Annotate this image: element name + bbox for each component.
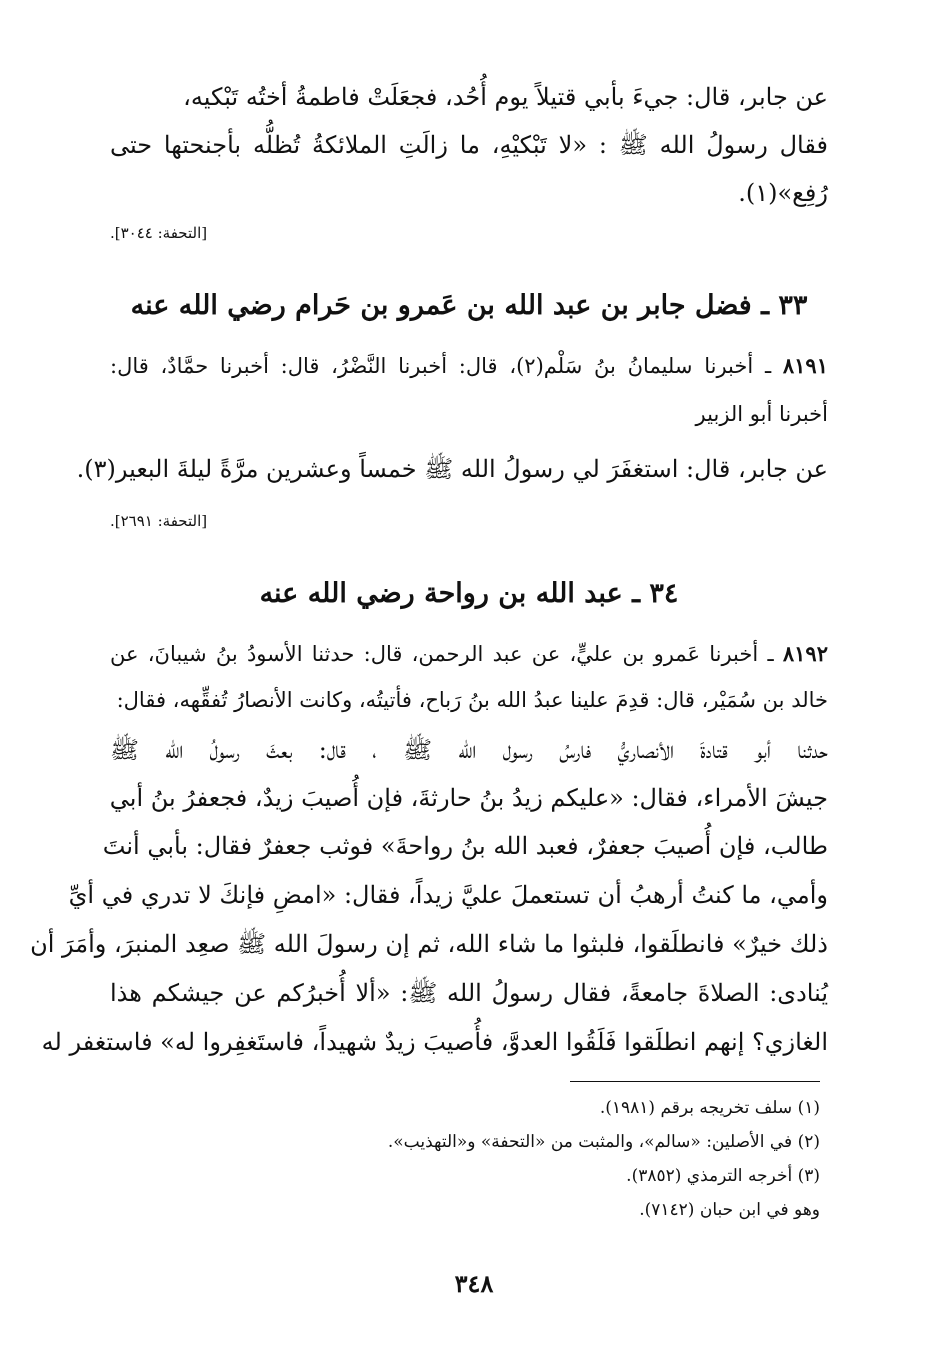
hadith-8192-matn-line: وأمي، ما كنتُ أرهبُ أن تستعملَ عليَّ زيداً، فقال: «امضِ فإنكَ لا تدري في أيِّ <box>68 881 828 909</box>
hadith-8191-line-2: أخبرنا أبو الزبير <box>695 402 828 426</box>
footnote-2: (٢) في الأصلين: «سالم»، والمثبت من «التحفة» و«التهذيب». <box>387 1132 820 1152</box>
footnote-1: (١) سلف تخريجه برقم (١٩٨١). <box>599 1098 820 1118</box>
hadith-8192-matn-line: يُنادى: الصلاةَ جامعةً، فقال رسولُ الله ﷺ: «ألا أُخبرُكم عن جيشكم هذا <box>110 979 828 1007</box>
chapter-heading-34: ٣٤ ـ عبد الله بن رواحة رضي الله عنه <box>259 578 679 609</box>
page-number: ٣٤٨ <box>454 1269 494 1298</box>
hadith-number: ٨١٩١ <box>782 353 828 378</box>
hadith-8191-matn: عن جابر، قال: استغفَرَ لي رسولُ الله ﷺ خمساً وعشرين مرَّةً ليلةَ البعير(٣). <box>76 455 828 483</box>
isnad-text: ـ أخبرنا عَمرو بن عليٍّ، عن عبد الرحمن، قال: حدثنا الأسودُ بنُ شيبانَ، عن <box>110 642 774 666</box>
footnote-separator <box>570 1081 820 1082</box>
hadith-8191-line-1 <box>110 349 828 383</box>
isnad-text: ـ أخبرنا سليمانُ بنُ سَلْم(٢)، قال: أخبرنا النَّضْرُ، قال: أخبرنا حمَّادٌ، قال: <box>110 354 772 378</box>
tuhfa-reference: [التحفة: ٣٠٤٤]. <box>110 224 208 242</box>
paragraph-line: عن جابر، قال: جيءَ بأبي قتيلاً يوم أُحُد، فجعَلَتْ فاطمةُ أختُه تَبْكيه، <box>183 83 828 111</box>
paragraph-line: رُفِع»(١). <box>738 179 828 207</box>
hadith-8192-line-2: خالد بن سُمَيْر، قال: قدِمَ علينا عبدُ الله بنُ رَباح، فأتيتُه، وكانت الأنصارُ تُفقِّهه، فقال: <box>116 688 828 712</box>
chapter-heading-33: ٣٣ ـ فضل جابر بن عبد الله بن عَمرو بن حَرام رضي الله عنه <box>130 290 808 321</box>
footnote-3-continued: وهو في ابن حبان (٧١٤٢). <box>639 1200 820 1220</box>
footnote-3: (٣) أخرجه الترمذي (٣٨٥٢). <box>626 1166 820 1186</box>
tuhfa-reference: [التحفة: ٢٦٩١]. <box>110 512 208 530</box>
hadith-8192-matn-line: ذلك خيرٌ» فانطلَقوا، فلبثوا ما شاء الله، ثم إن رسولَ الله ﷺ صعِد المنبرَ، وأمَرَ أن <box>30 930 828 958</box>
hadith-number: ٨١٩٢ <box>782 641 828 666</box>
hadith-8192-matn-line: جيشَ الأمراء، فقال: «عليكم زيدُ بنُ حارثةَ، فإن أُصيبَ زيدٌ، فجعفرُ بنُ أبي <box>109 784 828 812</box>
hadith-8192-matn-line: الغازي؟ إنهم انطلَقوا فَلَقُوا العدوَّ، فأُصيبَ زيدٌ شهيداً، فاستَغفِروا له» فاستغفر له <box>41 1028 828 1056</box>
hadith-8192-matn-line: حدثنا أبو قتادةَ الأنصاريُّ فارسُ رسول الله ﷺ ، قال: بعثَ رسولُ الله ﷺ <box>110 736 829 764</box>
hadith-8192-matn-line: طالب، فإن أُصيبَ جعفرٌ، فعبد الله بنُ رواحةَ» فوثب جعفرٌ فقال: بأبي أنتَ <box>102 832 828 860</box>
hadith-8192-line-1 <box>110 637 828 671</box>
paragraph-line: فقال رسولُ الله ﷺ : «لا تَبْكيْهِ، ما زالَتِ الملائكةُ تُظلُّه بأجنحتها حتى <box>110 131 828 159</box>
